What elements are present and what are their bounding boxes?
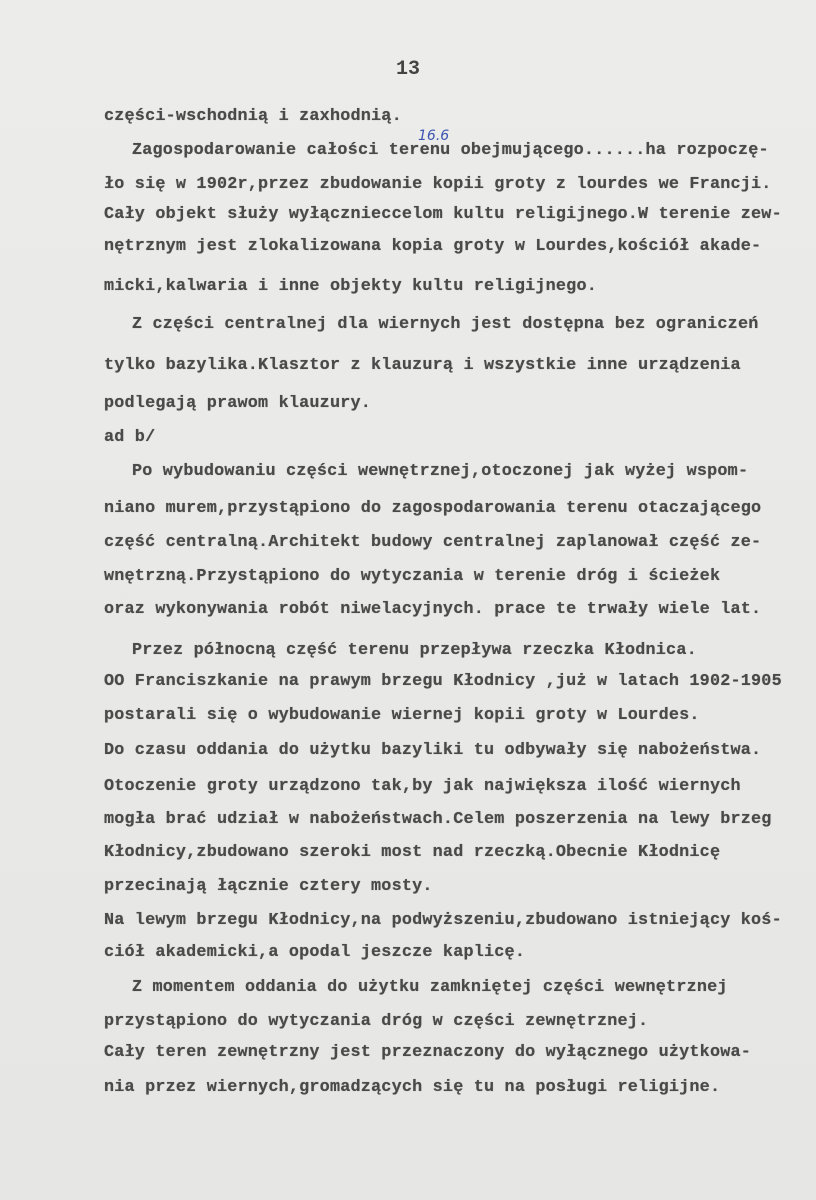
text-line: Cały objekt służy wyłącznieccelom kultu religijnego.W terenie zew- — [104, 205, 782, 224]
text-line: podlegają prawom klauzury. — [104, 394, 372, 413]
text-line: Po wybudowaniu części wewnętrznej,otoczonej jak wyżej wspom- — [132, 462, 749, 481]
page-number: 13 — [396, 58, 421, 81]
text-line: OO Franciszkanie na prawym brzegu Kłodnicy ,już w latach 1902-1905 — [104, 672, 782, 691]
text-line: Otoczenie groty urządzono tak,by jak największa ilość wiernych — [104, 777, 741, 796]
text-line: Na lewym brzegu Kłodnicy,na podwyższeniu,zbudowano istniejący koś- — [104, 911, 782, 930]
text-line: Z części centralnej dla wiernych jest dostępna bez ograniczeń — [132, 315, 759, 334]
text-line: wnętrzną.Przystąpiono do wytyczania w terenie dróg i ścieżek — [104, 567, 721, 586]
text-line: nętrznym jest zlokalizowana kopia groty w Lourdes,kościół akade- — [104, 237, 762, 256]
text-line: Przez północną część terenu przepływa rzeczka Kłodnica. — [132, 641, 697, 660]
text-line: część centralną.Architekt budowy centralnej zaplanował część ze- — [104, 533, 762, 552]
text-line: Do czasu oddania do użytku bazyliki tu odbywały się nabożeństwa. — [104, 741, 762, 760]
text-line: postarali się o wybudowanie wiernej kopii groty w Lourdes. — [104, 706, 700, 725]
text-line: nia przez wiernych,gromadzących się tu na posługi religijne. — [104, 1078, 721, 1097]
text-line: Zagospodarowanie całości terenu obejmującego......ha rozpoczę- — [132, 141, 769, 160]
text-line: niano murem,przystąpiono do zagospodarowania terenu otaczającego — [104, 499, 762, 518]
text-line: części-wschodnią i zaxhodnią. — [104, 107, 402, 126]
handwritten-note: 16.6 — [418, 128, 450, 144]
text-line: przystąpiono do wytyczania dróg w części zewnętrznej. — [104, 1012, 649, 1031]
text-line: micki,kalwaria i inne objekty kultu religijnego. — [104, 277, 597, 296]
text-line: tylko bazylika.Klasztor z klauzurą i wszystkie inne urządzenia — [104, 356, 741, 375]
text-line: przecinają łącznie cztery mosty. — [104, 877, 433, 896]
text-line: Kłodnicy,zbudowano szeroki most nad rzeczką.Obecnie Kłodnicę — [104, 843, 721, 862]
text-line: mogła brać udział w nabożeństwach.Celem poszerzenia na lewy brzeg — [104, 810, 772, 829]
text-line: ad b/ — [104, 428, 156, 447]
text-line: ciół akademicki,a opodal jeszcze kaplicę. — [104, 943, 526, 962]
text-line: oraz wykonywania robót niwelacyjnych. prace te trwały wiele lat. — [104, 600, 762, 619]
text-line: ło się w 1902r,przez zbudowanie kopii groty z lourdes we Francji. — [104, 175, 772, 194]
text-line: Cały teren zewnętrzny jest przeznaczony do wyłącznego użytkowa- — [104, 1043, 752, 1062]
text-line: Z momentem oddania do użytku zamkniętej części wewnętrznej — [132, 978, 728, 997]
